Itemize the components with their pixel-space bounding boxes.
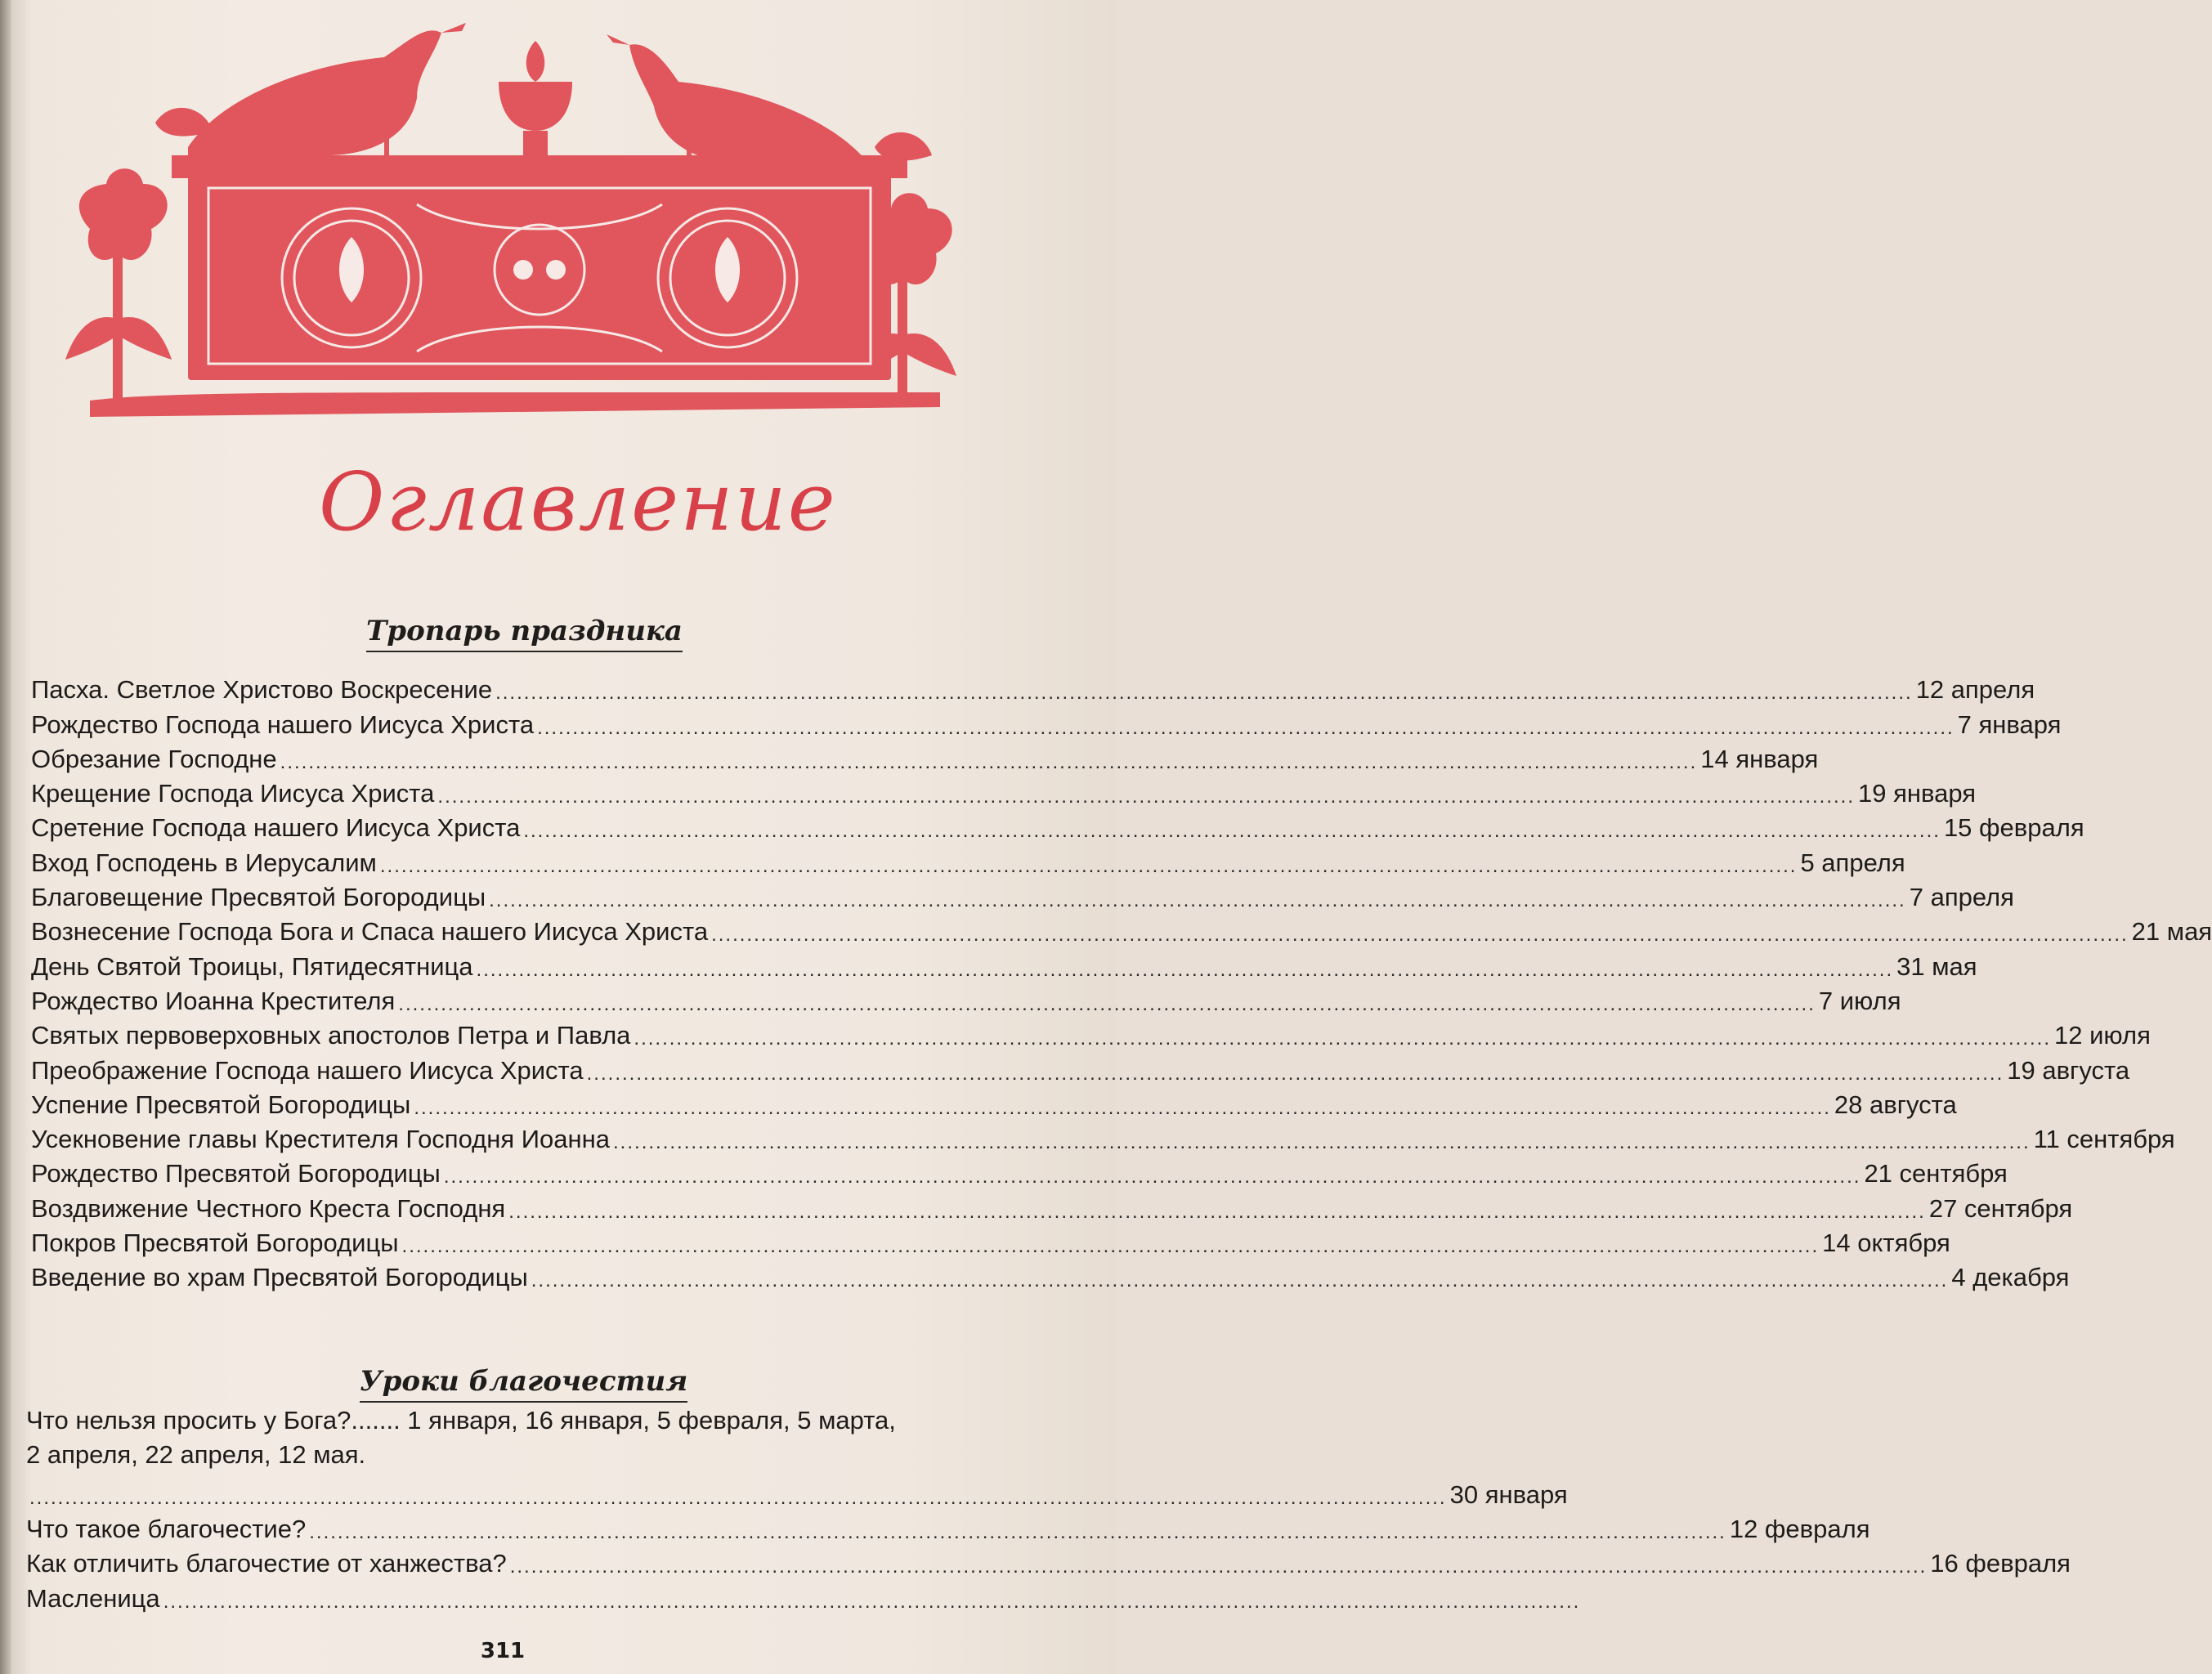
toc-entry	[31, 1188, 2073, 1223]
toc-entry-text: Сретение Господа нашего Иисуса Христа	[31, 813, 521, 843]
dot-leader: ........................................................................................................................................................................................................	[379, 854, 1798, 877]
dot-leader: ........................................................................................................................................................................................................	[508, 1200, 1926, 1223]
toc-entry	[26, 1440, 963, 1475]
toc-entry-text: Рождество Пресвятой Богородицы	[31, 1159, 441, 1188]
toc-entry-text: Как отличить благочестие от ханжества?	[26, 1549, 507, 1578]
toc-entry	[31, 705, 2062, 739]
dot-leader: ........................................................................................................................................................................................................	[531, 1269, 1949, 1292]
toc-entry-text: Покров Пресвятой Богородицы	[31, 1229, 399, 1258]
toc-entry-text: Усекновение главы Крестителя Господня Иоанна	[31, 1125, 611, 1154]
toc-entry-date: 7 апреля	[1909, 883, 2014, 912]
dot-leader: ........................................................................................................................................................................................................	[437, 786, 1855, 808]
dot-leader: ........................................................................................................................................................................................................	[476, 958, 1894, 981]
toc-entry-date: 4 декабря	[1951, 1263, 2070, 1292]
toc-entry	[31, 1258, 2070, 1292]
dot-leader: ........................................................................................................................................................................................................	[489, 889, 1906, 912]
toc-entry-text: Преображение Господа нашего Иисуса Христа	[31, 1055, 584, 1085]
toc-entry-date: 12 апреля	[1915, 675, 2035, 705]
dot-leader: ........................................................................................................................................................................................................	[586, 1062, 2004, 1085]
dot-leader: ........................................................................................................................................................................................................	[711, 924, 2129, 947]
toc-entry	[26, 1544, 2071, 1578]
dot-leader: ........................................................................................................................................................................................................	[163, 1590, 1581, 1613]
toc-entry-date: 19 января	[1858, 779, 1977, 808]
toc-entry	[31, 1154, 2008, 1188]
toc-entry-date: 14 января	[1700, 744, 1819, 773]
toc-entry	[26, 1578, 1581, 1613]
dot-leader: ........................................................................................................................................................................................................	[634, 1027, 2051, 1050]
toc-entry	[31, 843, 1905, 877]
toc-entry-date: 30 января	[1449, 1479, 1568, 1509]
dot-leader: ........................................................................................................................................................................................................	[537, 716, 1955, 739]
toc-list-tropar	[31, 670, 2212, 1292]
toc-entry	[31, 1050, 2130, 1085]
dot-leader: ........................................................................................................................................................................................................	[414, 1096, 1831, 1119]
dot-leader: ........................................................................................................................................................................................................	[29, 1486, 1447, 1509]
toc-entry	[26, 1475, 1568, 1510]
toc-entry	[31, 808, 2084, 843]
toc-entry-text: Крещение Господа Иисуса Христа	[31, 779, 435, 808]
toc-entry-text: Что такое благочестие?	[26, 1515, 307, 1544]
toc-entry-date: 21 сентября	[1864, 1159, 2008, 1188]
toc-entry	[31, 1120, 2175, 1154]
toc-entry-date: 21 мая	[2131, 917, 2212, 947]
section-title-underline	[366, 651, 683, 652]
page-number: 311	[480, 1639, 526, 1663]
toc-entry-date: 7 июля	[1818, 986, 1901, 1015]
toc-entry-text: 2 апреля, 22 апреля, 12 мая.	[26, 1440, 366, 1470]
book-gutter	[0, 0, 11, 1674]
toc-entry-text: Воздвижение Честного Креста Господня	[31, 1193, 506, 1223]
toc-entry-text: Вознесение Господа Бога и Спаса нашего Иисуса Христа	[31, 917, 709, 947]
section-title-tropar	[366, 615, 683, 647]
toc-entry	[31, 1085, 1957, 1120]
dot-leader: ........................................................................................................................................................................................................	[509, 1555, 1928, 1578]
toc-entry-text: Благовещение Пресвятой Богородицы	[31, 883, 486, 912]
toc-entry-text: Вход Господень в Иерусалим	[31, 848, 377, 877]
section-title-uroki	[360, 1365, 687, 1398]
toc-entry-text: Обрезание Господне	[31, 744, 277, 773]
toc-entry-date: 5 апреля	[1800, 848, 1905, 877]
toc-entry-text: Что нельзя просить у Бога?....... 1 января, 16 января, 5 февраля, 5 марта,	[26, 1406, 896, 1435]
dot-leader: ........................................................................................................................................................................................................	[309, 1521, 1726, 1544]
section-title-underline	[360, 1401, 687, 1403]
toc-entry	[26, 1510, 1870, 1544]
dot-leader: ........................................................................................................................................................................................................	[613, 1131, 2031, 1154]
peacocks-chest-ornament-icon	[57, 8, 973, 466]
toc-entry-date: 11 сентября	[2033, 1125, 2175, 1154]
toc-entry-text: Успение Пресвятой Богородицы	[31, 1090, 411, 1119]
dot-leader: ........................................................................................................................................................................................................	[443, 1166, 1861, 1188]
toc-entry-date: 31 мая	[1896, 951, 1977, 981]
toc-entry-text: Рождество Иоанна Крестителя	[31, 986, 396, 1015]
toc-entry-text: Святых первоверховных апостолов Петра и Павла	[31, 1021, 631, 1050]
toc-entry	[31, 947, 1977, 981]
toc-entry-date: 14 октября	[1822, 1229, 1950, 1258]
dot-leader: ........................................................................................................................................................................................................	[495, 682, 1913, 705]
toc-entry-text: Введение во храм Пресвятой Богородицы	[31, 1263, 528, 1292]
section-title-text: Тропарь праздника	[366, 615, 683, 647]
toc-entry-date: 12 июля	[2054, 1021, 2151, 1050]
toc-entry	[31, 878, 2014, 912]
toc-entry-text: Масленица	[26, 1583, 160, 1613]
toc-entry-date: 7 января	[1957, 709, 2062, 739]
toc-entry-date: 27 сентября	[1928, 1193, 2073, 1223]
toc-entry	[31, 1224, 1950, 1258]
toc-entry	[31, 912, 2212, 947]
page-title: Оглавление	[319, 456, 837, 549]
section-title-text: Уроки благочестия	[360, 1365, 688, 1398]
toc-entry	[31, 670, 2035, 705]
toc-entry-date: 15 февраля	[1943, 813, 2084, 843]
toc-entry	[31, 774, 1977, 808]
dot-leader: ........................................................................................................................................................................................................	[523, 820, 1941, 843]
toc-entry-date: 16 февраля	[1930, 1549, 2071, 1578]
dot-leader: ........................................................................................................................................................................................................	[280, 750, 1698, 773]
toc-entry-text: Рождество Господа нашего Иисуса Христа	[31, 709, 535, 739]
toc-entry-date: 28 августа	[1834, 1090, 1957, 1119]
toc-entry	[31, 982, 1901, 1016]
toc-entry-date: 12 февраля	[1729, 1515, 1870, 1544]
toc-entry	[31, 1016, 2151, 1050]
toc-entry	[26, 1406, 963, 1440]
toc-entry-text: День Святой Троицы, Пятидесятница	[31, 951, 473, 981]
toc-entry	[31, 740, 1819, 774]
toc-entry-text: Пасха. Светлое Христово Воскресение	[31, 675, 493, 705]
toc-entry-date: 19 августа	[2007, 1055, 2130, 1085]
toc-list-uroki	[26, 1406, 2071, 1614]
dot-leader: ........................................................................................................................................................................................................	[398, 992, 1816, 1015]
dot-leader: ........................................................................................................................................................................................................	[401, 1235, 1820, 1258]
